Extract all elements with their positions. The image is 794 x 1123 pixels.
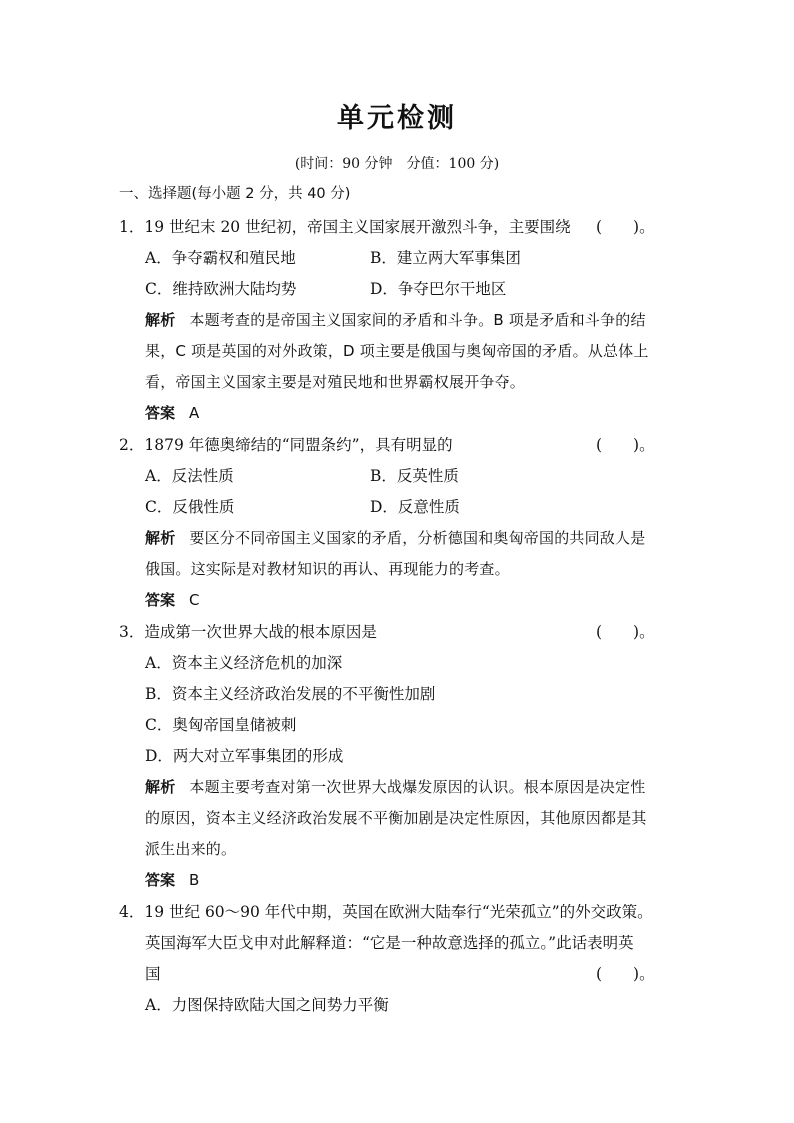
- option: A．争夺霸权和殖民地: [145, 249, 296, 267]
- answer-label: 答案: [145, 871, 176, 889]
- section-heading: 一、选择题(每小题 2 分，共 40 分): [119, 186, 351, 202]
- question-stem: 3．造成第一次世界大战的根本原因是: [119, 623, 377, 641]
- analysis-line: 解析 本题考查的是帝国主义国家间的矛盾和斗争。B 项是矛盾和斗争的结: [145, 311, 646, 329]
- answer-value: C: [189, 591, 200, 609]
- answer-blank: ( )。: [596, 623, 655, 641]
- option: C．维持欧洲大陆均势: [145, 280, 297, 298]
- question-stem: 英国海军大臣戈申对此解释道：“它是一种故意选择的孤立。”此话表明英: [145, 934, 634, 952]
- question-stem: 1．19 世纪末 20 世纪初，帝国主义国家展开激烈斗争，主要围绕: [119, 218, 571, 236]
- page-title: 单元检测: [337, 103, 457, 134]
- analysis-line: 解析 要区分不同帝国主义国家的矛盾，分析德国和奥匈帝国的共同敌人是: [145, 529, 646, 547]
- option: B．建立两大军事集团: [370, 249, 521, 267]
- option: C．奥匈帝国皇储被刺: [145, 716, 297, 734]
- analysis-label: 解析: [145, 529, 176, 547]
- answer-label: 答案: [145, 591, 176, 609]
- analysis-line: 解析 本题主要考查对第一次世界大战爆发原因的认识。根本原因是决定性: [145, 778, 646, 796]
- analysis-line: 俄国。这实际是对教材知识的再认、再现能力的考查。: [145, 560, 510, 578]
- option: B．资本主义经济政治发展的不平衡性加剧: [145, 685, 436, 703]
- option: A．资本主义经济危机的加深: [145, 654, 343, 672]
- answer-value: A: [189, 404, 200, 422]
- option: C．反俄性质: [145, 498, 235, 516]
- analysis-line: 看，帝国主义国家主要是对殖民地和世界霸权展开争夺。: [145, 373, 526, 391]
- option: B．反英性质: [370, 467, 459, 485]
- option: D．两大对立军事集团的形成: [145, 747, 344, 765]
- analysis-line: 派生出来的。: [145, 840, 237, 858]
- answer-line: [145, 590, 200, 610]
- answer-blank: ( )。: [596, 965, 655, 983]
- answer-label: 答案: [145, 404, 176, 422]
- option: A．反法性质: [145, 467, 234, 485]
- answer-line: [145, 870, 199, 890]
- question-stem: 2．1879 年德奥缔结的“同盟条约”，具有明显的: [119, 436, 453, 454]
- analysis-label: 解析: [145, 311, 176, 329]
- analysis-label: 解析: [145, 778, 176, 796]
- answer-value: B: [189, 871, 200, 889]
- option: D．争夺巴尔干地区: [370, 280, 507, 298]
- page-subtitle: (时间：90 分钟 分值：100 分): [294, 156, 500, 172]
- answer-blank: ( )。: [596, 436, 655, 454]
- answer-line: [145, 403, 199, 423]
- question-stem: 4．19 世纪 60～90 年代中期，英国在欧洲大陆奉行“光荣孤立”的外交政策。: [119, 903, 653, 921]
- analysis-line: 的原因，资本主义经济政治发展不平衡加剧是决定性原因，其他原因都是其: [145, 809, 647, 827]
- answer-blank: ( )。: [596, 218, 655, 236]
- analysis-line: 果，C 项是英国的对外政策，D 项主要是俄国与奥匈帝国的矛盾。从总体上: [145, 342, 649, 360]
- question-stem: 国: [145, 965, 161, 983]
- option: A．力图保持欧陆大国之间势力平衡: [145, 996, 389, 1014]
- option: D．反意性质: [370, 498, 460, 516]
